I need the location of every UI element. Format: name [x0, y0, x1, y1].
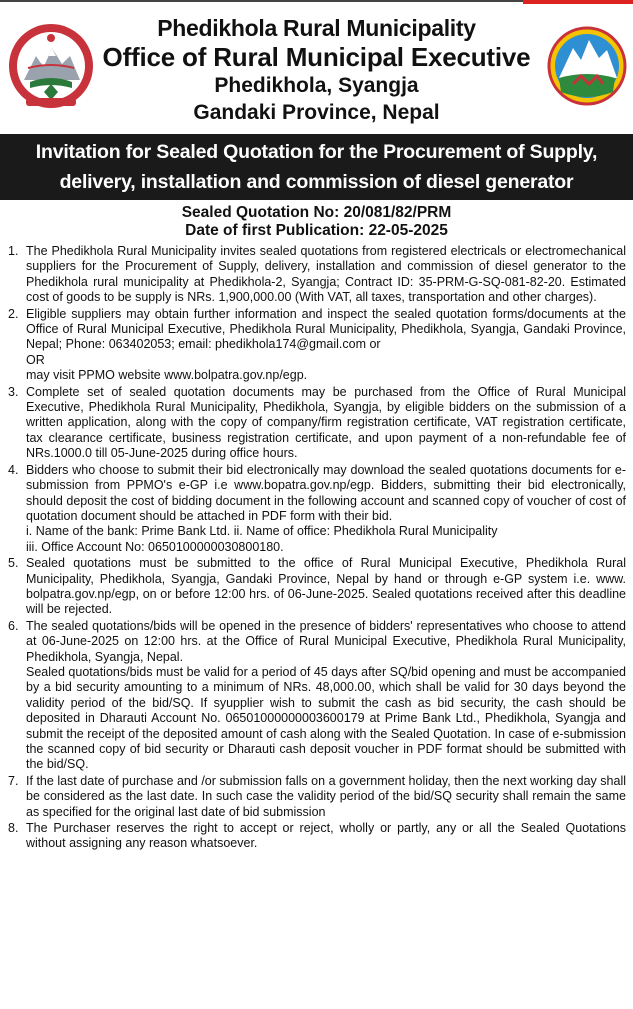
quotation-number: Sealed Quotation No: 20/081/82/PRM — [181, 204, 452, 221]
clause-text: The Purchaser reserves the right to accept or reject, wholly or partly, any or all the Sealed Quotations without assigning any reason whatsoever. — [26, 821, 626, 851]
office-location: Phedikhola, Syangja — [214, 74, 419, 97]
clause-text: Eligible suppliers may obtain further information and inspect the sealed quotation forms/documents at the Office of Rural Municipal Executive, Phedikhola Rural Municipality, Phedikhola, Syangja, Gandaki Province, Nepal; Phone: 063402053; email: phedikhola174@gmail.com or — [26, 306, 626, 352]
notice-clauses — [6, 244, 626, 853]
clause-number: 6. — [8, 618, 19, 633]
office-name: Office of Rural Municipal Executive — [102, 42, 531, 72]
clause-text: OR — [26, 352, 45, 367]
clause-item — [6, 774, 626, 820]
clause-text: i. Name of the bank: Prime Bank Ltd. ii. Name of office: Phedikhola Rural Municipality — [26, 524, 498, 539]
clause-item — [6, 385, 626, 462]
clause-number: 4. — [8, 462, 19, 477]
clause-number: 3. — [8, 384, 19, 399]
notice-title-line-1: Invitation for Sealed Quotation for the Procurement of Supply, — [35, 141, 598, 163]
clause-text: Complete set of sealed quotation documents may be purchased from the Office of Rural Municipal Executive, Phedikhola Rural Municipality, Phedikhola, Syangja, by eligible bidders on the submission of a written application, along with the copy of company/firm registration certificate, VAT registration certificate, tax clearance certificate, business registration certificate, and upon payment of a non-refundable fee of NRs.1000.0 till 05-June-2025 during office hours. — [26, 384, 626, 461]
clause-item — [6, 821, 626, 852]
letterhead — [0, 4, 633, 132]
clause-text: iii. Office Account No: 06501000000308001​80. — [26, 539, 284, 554]
clause-number: 7. — [8, 773, 19, 788]
clause-text: The Phedikhola Rural Municipality invites sealed quotations from registered electricals or electromechanical suppliers for the Procurement of Supply, delivery, installation and commission of diesel generator to the Phedikhola rural municipality at Phedikhola-2, Syangja; Contract ID: 35-PRM-G-SQ-081-82-20. Estimated cost of goods to be supply is NRs. 1,900,000.00 (With VAT, all taxes, transportation and other charges). — [26, 244, 626, 305]
clause-text: may visit PPMO website www.bolpatra.gov.np/egp. — [26, 368, 308, 383]
municipality-name: Phedikhola Rural Municipality — [157, 15, 476, 41]
notice-title-banner — [0, 134, 633, 200]
clause-text: Bidders who choose to submit their bid electronically may download the sealed quotations documents for e-submission from PPMO's e-GP i.e www.bopatra.gov.np/egp. Bidders, submitting their bid electronically, should deposit the cost of bidding document in the following account and scanned copy of voucher of cost of quotation document should be attached in PDF form with their bid. — [26, 462, 626, 523]
clause-number: 8. — [8, 821, 19, 836]
clause-item — [6, 244, 626, 306]
clause-text: Sealed quotations must be submitted to the office of Rural Municipal Executive, Phedikhola Rural Municipality, Phedikhola, Syangja, Gandaki Province, Nepal by hand or through e-GP system i.e. www. bolpatra.gov.np/egp, on or before 12:00 hrs. of 06-June-2025. Sealed quotations received after this deadline will be rejected. — [26, 556, 626, 617]
clause-number: 5. — [8, 556, 19, 571]
clause-text: The sealed quotations/bids will be opened in the presence of bidders' representatives who choose to attend at 06-June-2025 on 12:00 hrs. at the Office of Rural Municipal Executive, Phedikhola Rural Municipality, Phedikhola, Syangja, Nepal. — [26, 618, 626, 664]
clause-item — [6, 619, 626, 773]
clause-item — [6, 556, 626, 618]
clause-text: Sealed quotations/bids must be valid for a period of 45 days after SQ/bid opening and must be accompanied by a bid security amounting to a minimum of NRs. 48,000.00, which shall be valid for 30 days beyond the validity period of the bid/SQ. If syupplier wish to submit the cash as bid security, the cash should be deposited in Dharauti Account No. 06501000000003600179 at Prime Bank Ltd., Phedikhola, Syangja and submit the receipt of the deposited amount of cash along with the Sealed Quotation. In case of e-submission the scanned copy of bid security or Dharauti cash deposit voucher in PDF format should be submitted with the bid/SQ. — [26, 664, 626, 772]
clause-number: 2. — [8, 306, 19, 321]
clause-text: If the last date of purchase and /or submission falls on a government holiday, then the next working day shall be considered as the last date. In such case the validity period of the bid/SQ security shall remain the same as specified for the original last date of bid submission — [26, 773, 626, 819]
notice-title-line-2: delivery, installation and commission of diesel generator — [59, 171, 574, 193]
quotation-reference — [0, 204, 633, 240]
clause-number: 1. — [8, 244, 19, 258]
publication-date: Date of first Publication: 22-05-2025 — [185, 222, 448, 239]
office-province: Gandaki Province, Nepal — [193, 101, 440, 124]
clause-item — [6, 463, 626, 555]
clause-item — [6, 307, 626, 384]
